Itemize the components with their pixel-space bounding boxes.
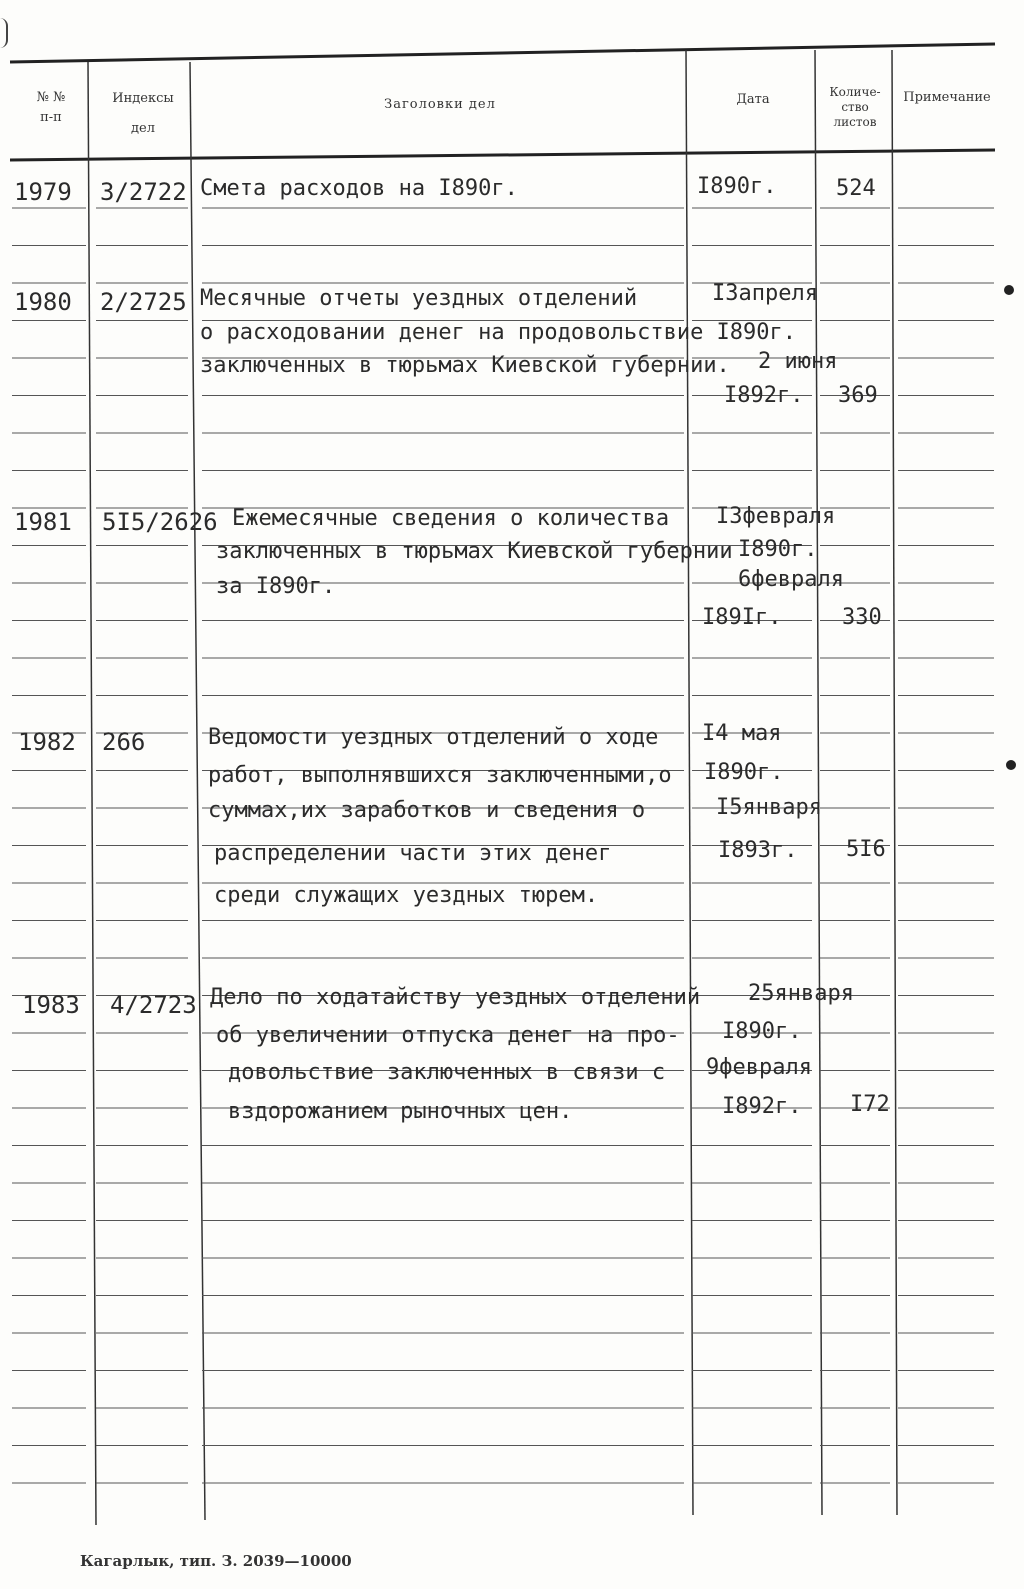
record-sheet-count: I72	[850, 1092, 890, 1117]
record-index: 3/2722	[100, 178, 187, 206]
record-title-line: суммах,их заработков и сведения о	[208, 798, 646, 823]
record-title-line: за I890г.	[216, 574, 336, 599]
record-title-line: Ведомости уездных отделений о ходе	[208, 725, 659, 750]
record-title-line: Дело по ходатайству уездных отделений	[210, 985, 701, 1010]
record-title-line: вздорожанием рыночных цен.	[228, 1099, 573, 1124]
header-count-label: Количе- ство листов	[829, 85, 881, 129]
record-number: 1983	[22, 991, 80, 1019]
header-num-sublabel: п-п	[40, 110, 62, 126]
header-title-label: Заголовки дел	[384, 97, 496, 112]
record-number: 1981	[14, 508, 72, 536]
record-date: I890г.	[697, 174, 777, 199]
record-title-line: об увеличении отпуска денег на про-	[216, 1023, 680, 1048]
record-date: 9февраля	[706, 1055, 812, 1080]
col-rule	[892, 50, 897, 1515]
record-date: I5января	[716, 795, 822, 820]
record-title-line: заключенных в тюрьмах Киевской губернии	[216, 539, 733, 564]
record-title-line: Смета расходов на I890г.	[200, 176, 518, 201]
header-index	[96, 84, 190, 144]
record-date: 2 июня	[758, 349, 838, 374]
header-date	[692, 90, 814, 110]
printer-imprint: Кагарлык, тип. З. 2039—10000	[80, 1552, 352, 1570]
record-index: 5I5/2626	[102, 508, 218, 536]
record-date: I892г.	[724, 383, 804, 408]
record-index: 266	[102, 728, 146, 756]
record-date: I890г.	[704, 760, 784, 785]
record-title-line: довольствие заключенных в связи с	[228, 1060, 666, 1085]
header-num-label: № №	[36, 90, 66, 105]
record-date: I3апреля	[712, 281, 818, 306]
header-index-label: Индексы	[112, 91, 174, 106]
record-title-line: работ, выполнявшихся заключенными,о	[208, 763, 672, 788]
record-title-line: Ежемесячные сведения о количества	[232, 506, 670, 531]
header-count	[818, 70, 892, 130]
header-bottom-rule	[10, 150, 995, 160]
record-date: 6февраля	[738, 567, 844, 592]
col-rule	[686, 50, 693, 1515]
record-date: I892г.	[722, 1094, 802, 1119]
record-number: 1979	[14, 178, 72, 206]
record-title-line: среди служащих уездных тюрем.	[214, 883, 599, 908]
header-note	[893, 88, 1001, 108]
record-sheet-count: 5I6	[846, 837, 886, 862]
record-date: I890г.	[722, 1019, 802, 1044]
col-rule	[190, 62, 205, 1520]
record-sheet-count: 524	[836, 176, 876, 201]
col-rule	[88, 62, 96, 1525]
record-title-line: Месячные отчеты уездных отделений	[200, 286, 638, 311]
record-sheet-count: 369	[838, 383, 878, 408]
record-title-line: о расходовании денег на продовольствие I890г.	[200, 320, 797, 345]
record-date: I4 мая	[702, 721, 782, 746]
record-date: I893г.	[718, 838, 798, 863]
record-index: 4/2723	[110, 991, 197, 1019]
table-top-rule	[10, 44, 995, 62]
record-title-line: заключенных в тюрьмах Киевской губернии.	[200, 353, 730, 378]
header-date-label: Дата	[736, 92, 770, 107]
header-title	[196, 95, 684, 115]
header-num	[18, 88, 84, 128]
record-number: 1982	[18, 728, 76, 756]
record-sheet-count: 330	[842, 605, 882, 630]
record-title-line: распределении части этих денег	[214, 841, 612, 866]
record-index: 2/2725	[100, 288, 187, 316]
record-date: 25января	[748, 981, 854, 1006]
record-date: I3февраля	[716, 504, 836, 529]
header-index-sublabel: дел	[131, 120, 155, 136]
record-date: I890г.	[738, 537, 818, 562]
record-number: 1980	[14, 288, 72, 316]
record-date: I89Iг.	[702, 605, 782, 630]
header-note-label: Примечание	[903, 90, 991, 105]
